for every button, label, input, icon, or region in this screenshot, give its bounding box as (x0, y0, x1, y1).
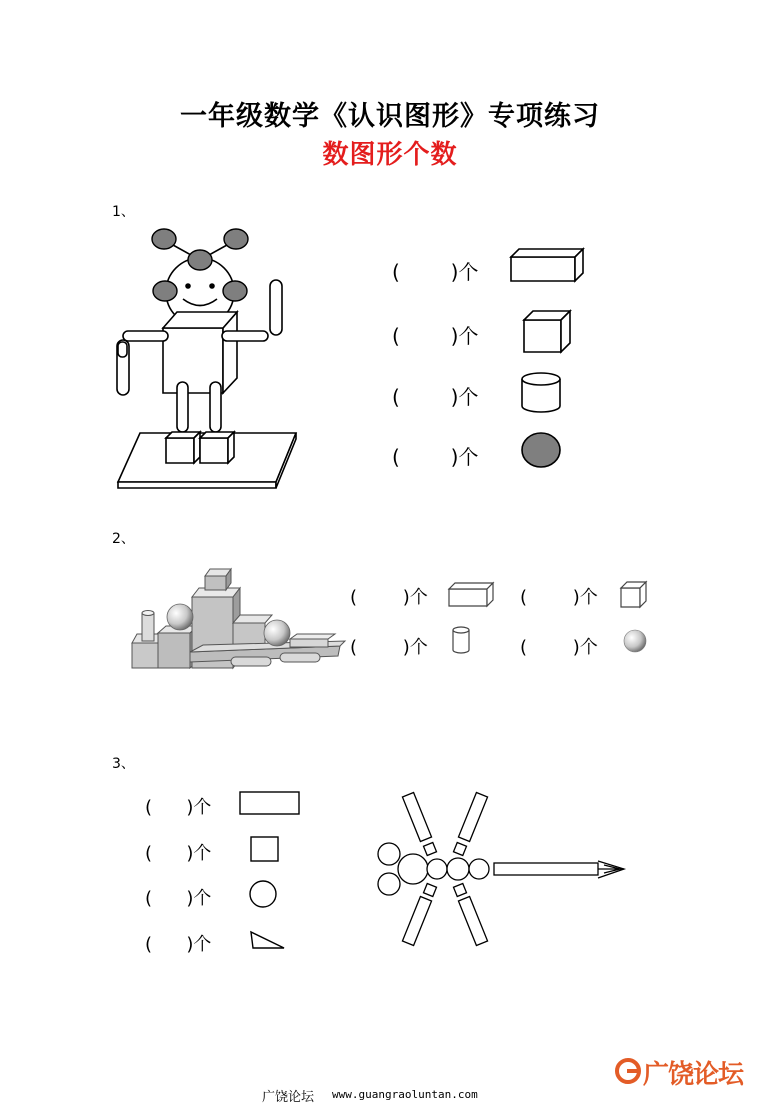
q1-answer-3: ( )个 (392, 385, 479, 409)
q3-answer-4: ( )个 (145, 934, 212, 955)
question-1-number: 1、 (112, 204, 135, 220)
footer-url[interactable]: www.guangraoluntan.com (332, 1088, 478, 1101)
page-subtitle: 数图形个数 (322, 140, 458, 170)
q2-answer-3: ( )个 (350, 637, 428, 658)
q3-answer-1: ( )个 (145, 797, 212, 818)
q2-answer-1: ( )个 (350, 587, 428, 608)
q1-answer-4: ( )个 (392, 445, 479, 469)
q2-answer-4: ( )个 (520, 637, 598, 658)
brand-logo-text: 广饶论坛 (643, 1060, 744, 1090)
question-2-number: 2、 (112, 531, 135, 547)
q1-answer-1: ( )个 (392, 260, 479, 284)
q1-answer-2: ( )个 (392, 324, 479, 348)
page-title: 一年级数学《认识图形》专项练习 (180, 101, 600, 132)
q2-answer-2: ( )个 (520, 587, 598, 608)
footer-site-name: 广饶论坛 (262, 1090, 315, 1105)
q3-answer-2: ( )个 (145, 843, 212, 864)
question-3-number: 3、 (112, 756, 135, 772)
q3-answer-3: ( )个 (145, 888, 212, 909)
